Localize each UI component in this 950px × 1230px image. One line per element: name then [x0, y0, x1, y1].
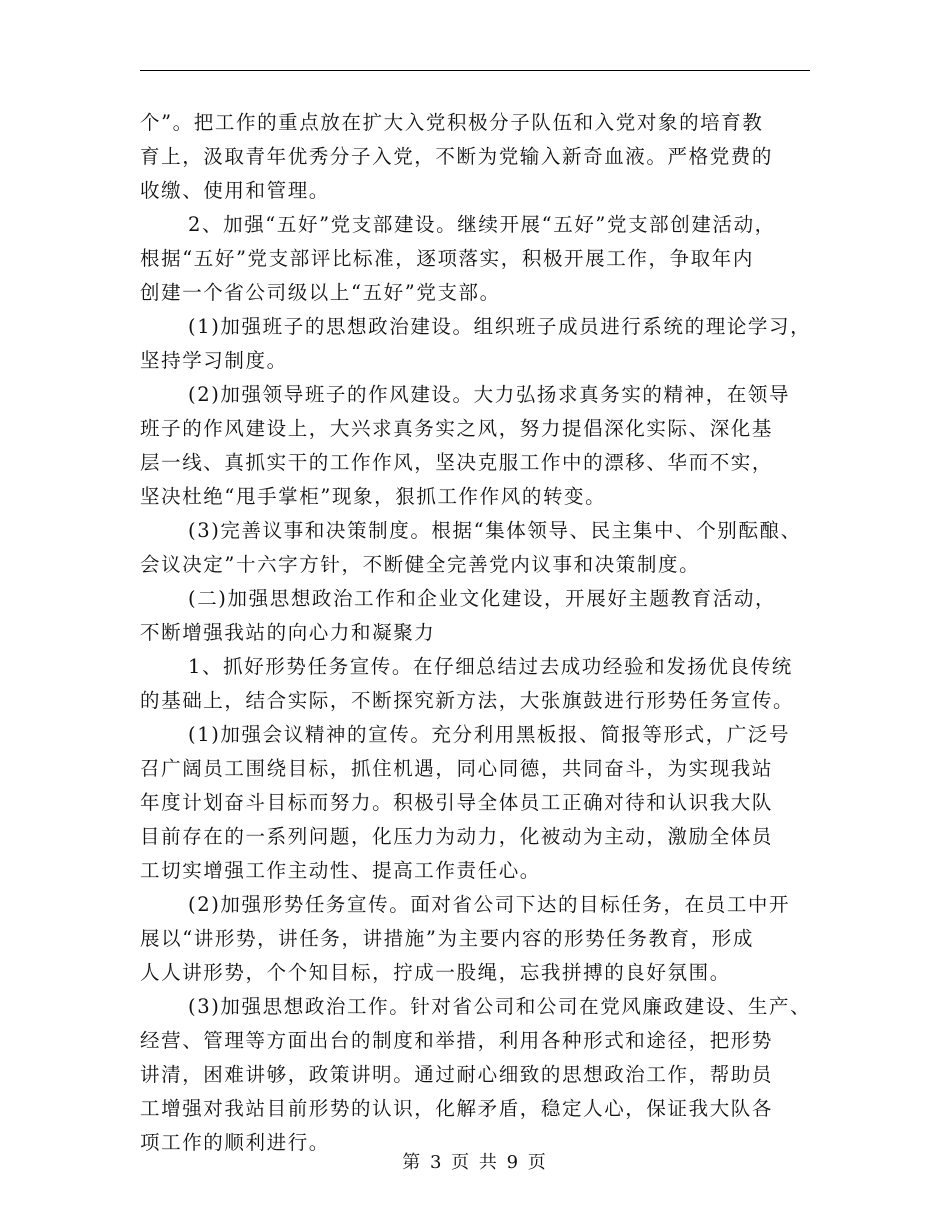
text-line: 的基础上，结合实际，不断探究新方法，大张旗鼓进行形势任务宣传。	[140, 689, 795, 712]
text-line: 根据“五好”党支部评比标准，逐项落实，积极开展工作，争取年内	[140, 247, 754, 270]
paragraph-start-line: (2)加强形势任务宣传。面对省公司下达的目标任务，在员工中开	[188, 893, 791, 916]
text-line: 人人讲形势，个个知目标，拧成一股绳，忘我拼搏的良好氛围。	[140, 961, 731, 984]
text-line: 项工作的顺利进行。	[140, 1131, 330, 1154]
text-line: 召广阔员工围绕目标，抓住机遇，同心同德，共同奋斗，为实现我站	[140, 757, 774, 780]
text-line: 讲清，困难讲够，政策讲明。通过耐心细致的思想政治工作，帮助员	[140, 1063, 774, 1086]
paragraph-start-line: (2)加强领导班子的作风建设。大力弘扬求真务实的精神，在领导	[188, 383, 791, 406]
text-line: 坚决杜绝“甩手掌柜”现象，狠抓工作作风的转变。	[140, 485, 607, 508]
text-line: 个”。把工作的重点放在扩大入党积极分子队伍和入党对象的培育教	[140, 111, 764, 134]
page-number-footer: 第 3 页 共 9 页	[402, 1152, 548, 1173]
text-line: 会议决定”十六字方针，不断健全完善党内议事和决策制度。	[140, 553, 701, 576]
paragraph-start-line: (1)加强会议精神的宣传。充分利用黑板报、简报等形式，广泛号	[188, 723, 791, 746]
paragraph-start-line: (3)加强思想政治工作。针对省公司和公司在党风廉政建设、生产、	[188, 995, 812, 1018]
text-line: 收缴、使用和管理。	[140, 179, 330, 202]
paragraph-start-line: 2、加强“五好”党支部建设。继续开展“五好”党支部创建活动，	[188, 213, 776, 236]
paragraph-start-line: (1)加强班子的思想政治建设。组织班子成员进行系统的理论学习，	[188, 315, 812, 338]
section-heading-line: (二)加强思想政治工作和企业文化建设，开展好主题教育活动，	[188, 587, 777, 610]
text-line: 育上，汲取青年优秀分子入党，不断为党输入新奇血液。严格党费的	[140, 145, 774, 168]
text-line: 经营、管理等方面出台的制度和举措，利用各种形式和途径，把形势	[140, 1029, 774, 1052]
text-line: 展以“讲形势，讲任务，讲措施”为主要内容的形势任务教育，形成	[140, 927, 754, 950]
text-line: 班子的作风建设上，大兴求真务实之风，努力提倡深化实际、深化基	[140, 417, 774, 440]
text-line: 年度计划奋斗目标而努力。积极引导全体员工正确对待和认识我大队	[140, 791, 774, 814]
text-line: 工增强对我站目前形势的认识，化解矛盾，稳定人心，保证我大队各	[140, 1097, 774, 1120]
paragraph-start-line: 1、抓好形势任务宣传。在仔细总结过去成功经验和发扬优良传统	[188, 655, 793, 678]
header-rule	[140, 70, 810, 71]
section-heading-line: 不断增强我站的向心力和凝聚力	[140, 621, 436, 644]
text-line: 工切实增强工作主动性、提高工作责任心。	[140, 859, 541, 882]
document-body	[140, 106, 820, 1160]
text-line: 创建一个省公司级以上“五好”党支部。	[140, 281, 501, 304]
text-line: 坚持学习制度。	[140, 349, 288, 372]
text-line: 层一线、真抓实干的工作作风，坚决克服工作中的漂移、华而不实，	[140, 451, 774, 474]
text-line: 目前存在的一系列问题，化压力为动力，化被动为主动，激励全体员	[140, 825, 774, 848]
paragraph-start-line: (3)完善议事和决策制度。根据“集体领导、民主集中、个别酝酿、	[188, 519, 802, 542]
